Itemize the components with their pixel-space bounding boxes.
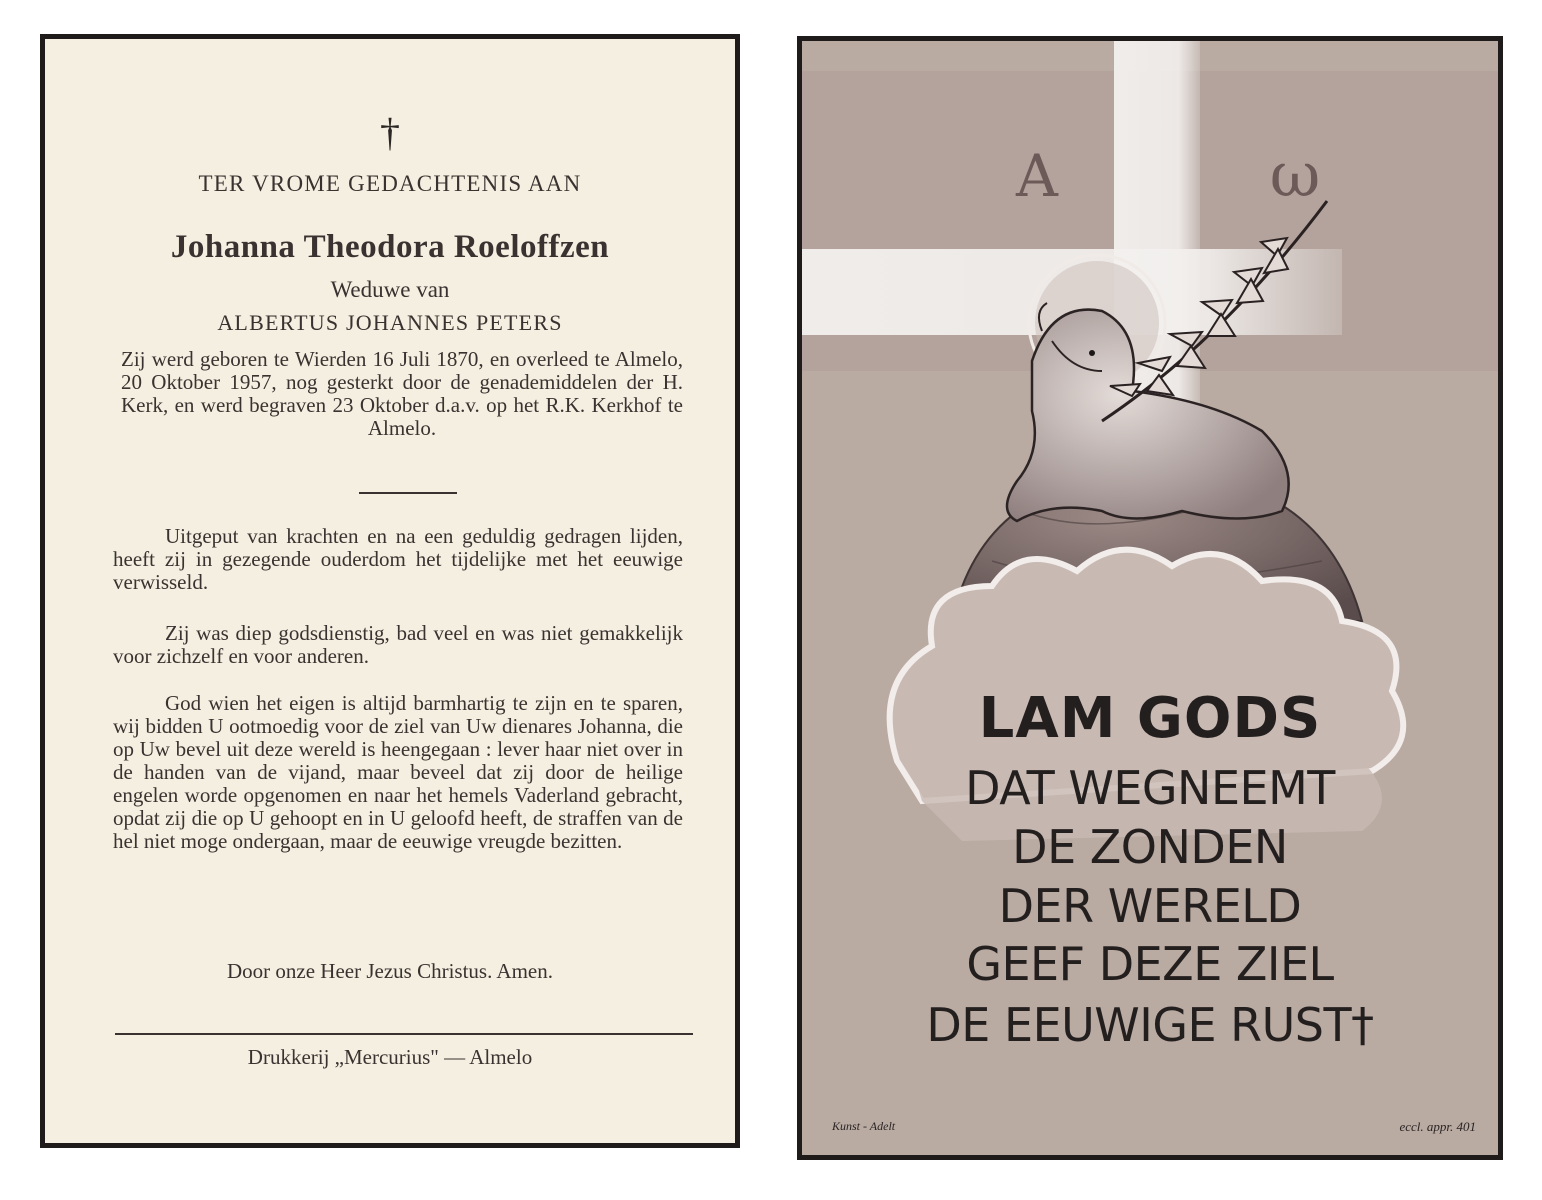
cross-icon: † bbox=[380, 110, 400, 155]
alpha-symbol: A bbox=[1016, 142, 1058, 210]
divider-long bbox=[115, 1033, 693, 1035]
paragraph-prayer: God wien het eigen is altijd barmhartig te zijn en te sparen, wij bidden U ootmoedig voor de ziel van Uw dienares Johanna, die op Uw bevel uit deze wereld is heengegaan : lever haar niet over in de handen van de vijand, maar beveel dat zij door de heilige engelen worde opgenomen en naar het hemels Vaderland gebracht, opdat zij die op U gehoopt en in U geloofd heeft, de straffen van de hel niet moge ondergaan, maar de eeuwige vreugde bezitten. bbox=[113, 691, 683, 853]
memorial-card-text-side bbox=[40, 34, 740, 1148]
artist-credit: Kunst - Adelt bbox=[832, 1119, 896, 1133]
printer-imprint: Drukkerij „Mercurius" — Almelo bbox=[247, 1045, 533, 1069]
verse-line: DER WERELD bbox=[998, 879, 1302, 933]
biography-text: Zij werd geboren te Wierden 16 Juli 1870, en overleed te Almelo, 20 Oktober 1957, nog gesterkt door de genademiddelen der H. Kerk, en werd begraven 23 Oktober d.a.v. op het R.K. Kerkhof te Almelo. bbox=[121, 347, 683, 440]
widow-of-label: Weduwe van bbox=[330, 277, 450, 302]
verse-line: DAT WEGNEEMT bbox=[965, 761, 1335, 815]
closing-line: Door onze Heer Jezus Christus. Amen. bbox=[226, 959, 553, 983]
deceased-name: Johanna Theodora Roeloffzen bbox=[170, 229, 610, 265]
memorial-heading: TER VROME GEDACHTENIS AAN bbox=[198, 171, 582, 196]
verse-title: LAM GODS bbox=[978, 686, 1322, 751]
verse-line: GEEF DEZE ZIEL bbox=[966, 937, 1334, 991]
paragraph-piety: Zij was diep godsdienstig, bad veel en was niet gemakkelijk voor zichzelf en voor anderen. bbox=[113, 621, 683, 668]
approval-number: eccl. appr. 401 bbox=[1399, 1119, 1476, 1134]
paragraph-suffering: Uitgeput van krachten en na een geduldig gedragen lijden, heeft zij in gezegende ouderdom het tijdelijke met het eeuwige verwisseld. bbox=[113, 524, 683, 594]
divider-short bbox=[359, 492, 457, 494]
memorial-card-image-side bbox=[797, 36, 1503, 1160]
husband-name: ALBERTUS JOHANNES PETERS bbox=[217, 310, 563, 335]
verse-line: DE ZONDEN bbox=[1012, 820, 1288, 874]
verse-line: DE EEUWIGE RUST† bbox=[926, 998, 1374, 1052]
omega-symbol: ω bbox=[1269, 138, 1321, 211]
